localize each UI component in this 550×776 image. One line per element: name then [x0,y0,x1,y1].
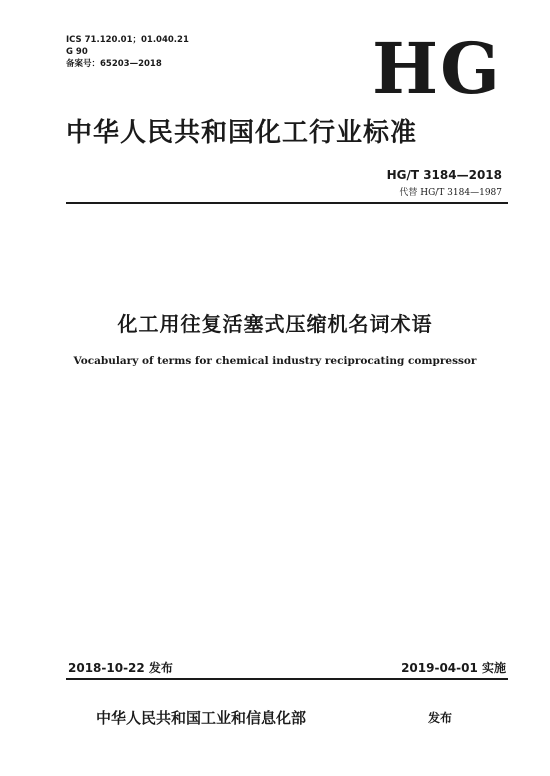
replaces-standard: 代替 HG/T 3184—1987 [399,188,502,198]
record-number: 备案号：65203—2018 [66,59,162,69]
ccs-code: G 90 [66,47,88,57]
issue-label: 发布 [428,711,453,725]
header-divider [66,202,508,204]
hg-logo: HG [372,27,502,110]
ics-code: ICS 71.120.01；01.040.21 [66,35,189,45]
issuing-authority: 中华人民共和国工业和信息化部 [96,709,307,727]
publish-date: 2018-10-22 发布 [68,661,173,675]
footer-divider [66,678,508,680]
implement-date: 2019-04-01 实施 [401,661,506,675]
document-title-chinese: 化工用往复活塞式压缩机名词术语 [117,312,433,336]
document-title-english: Vocabulary of terms for chemical industry reciprocating compressor [73,355,477,367]
industry-standard-title: 中华人民共和国化工行业标准 [66,118,418,148]
standard-number: HG/T 3184—2018 [386,168,502,182]
